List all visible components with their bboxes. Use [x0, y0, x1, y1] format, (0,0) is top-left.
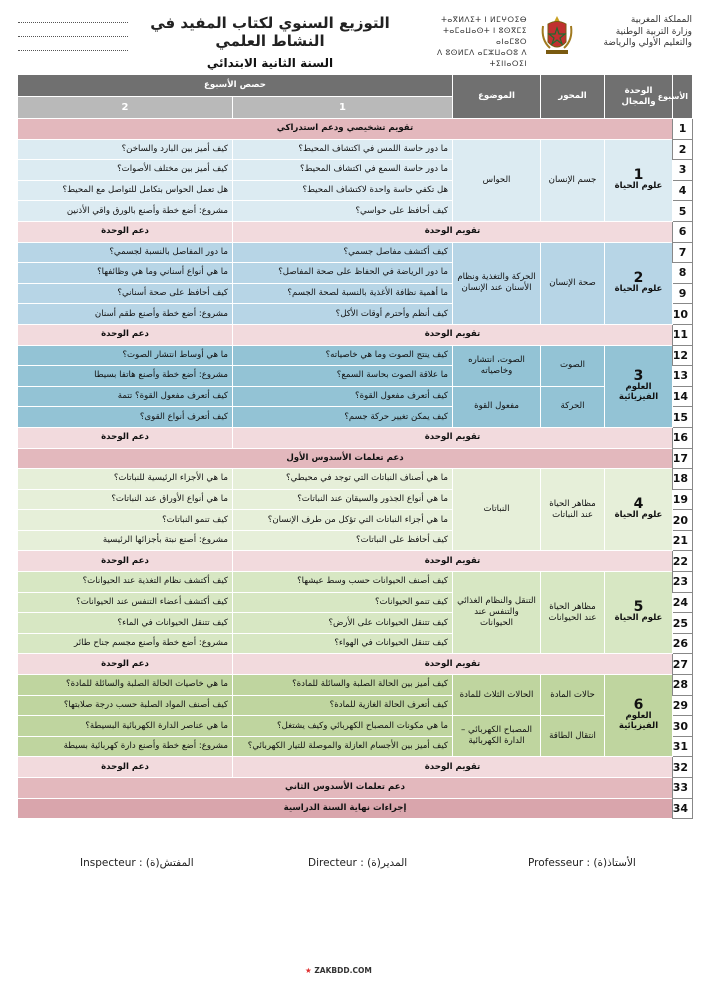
star-icon: ★ — [305, 966, 312, 975]
session-1-cell: كيف أكتشف مفاصل جسمي؟ — [233, 242, 453, 263]
session-2-cell: مشروع: أصنع نبتة بأجزائها الرئيسية — [18, 530, 233, 551]
week-number: 24 — [673, 592, 693, 613]
week-number: 26 — [673, 633, 693, 654]
week-number: 7 — [673, 242, 693, 263]
session-1-cell: ما أهمية نظافة الأغذية بالنسبة لصحة الجسم؟ — [233, 283, 453, 304]
week-number: 13 — [673, 366, 693, 387]
moroccan-emblem-icon — [540, 14, 574, 56]
support-cell: دعم الوحدة — [18, 757, 233, 778]
table-row-span: إجراءات نهاية السنة الدراسية — [18, 798, 673, 819]
week-number: 23 — [673, 572, 693, 593]
session-1-cell: هل تكفي حاسة واحدة لاكتشاف المحيط؟ — [233, 180, 453, 201]
week-number: 34 — [673, 798, 693, 819]
session-2-cell: هل تعمل الحواس بتكامل للتواصل مع المحيط؟ — [18, 180, 233, 201]
axis-cell: حالات المادة — [541, 675, 605, 716]
unit-2: 2 علوم الحياة — [605, 242, 673, 324]
week-number: 20 — [673, 510, 693, 531]
session-2-cell: كيف أتعرف أنواع القوى؟ — [18, 407, 233, 428]
week-number: 22 — [673, 551, 693, 572]
unit-3: 3 العلوم الفيزيائية — [605, 345, 673, 427]
signature-line-1 — [18, 22, 128, 23]
topic-cell: المصباح الكهربائي – الدارة الكهربائية — [453, 716, 541, 757]
topic-cell: الحواس — [453, 139, 541, 221]
axis-cell: الحركة — [541, 386, 605, 427]
col-topic: الموضوع — [453, 75, 541, 119]
support-cell: دعم الوحدة — [18, 551, 233, 572]
week-number: 5 — [673, 201, 693, 222]
session-1-cell: ما هي أنواع الجذور والسيقان عند النباتات؟ — [233, 489, 453, 510]
week-number: 32 — [673, 757, 693, 778]
unit-4: 4 علوم الحياة — [605, 469, 673, 551]
week-number: 1 — [673, 119, 693, 140]
topic-cell: الحالات الثلاث للمادة — [453, 675, 541, 716]
page-title: التوزيع السنوي لكتاب المفيد في النشاط العلمي — [150, 14, 390, 50]
support-cell: دعم الوحدة — [18, 654, 233, 675]
support-cell: دعم الوحدة — [18, 324, 233, 345]
unit-1: 1 علوم الحياة — [605, 139, 673, 221]
col-session-2: 2 — [18, 97, 233, 119]
session-1-cell: كيف أميز بين الأجسام العازلة والموصلة للتيار الكهربائي؟ — [233, 736, 453, 757]
table-row-span: دعم تعلمات الأسدوس الأول — [18, 448, 673, 469]
session-2-cell: مشروع: أضع خطة وأصنع دارة كهربائية بسيطة — [18, 736, 233, 757]
session-2-cell: كيف تتنقل الحيوانات في الماء؟ — [18, 613, 233, 634]
session-2-cell: ما هي أنواع أسناني وما هي وظائفها؟ — [18, 263, 233, 284]
axis-cell: صحة الإنسان — [541, 242, 605, 324]
session-2-cell: مشروع: أضع خطة وأصنع مجسم جناح طائر — [18, 633, 233, 654]
session-1-cell: كيف أنظم وأحترم أوقات الأكل؟ — [233, 304, 453, 325]
session-2-cell: كيف أصنف المواد الصلبة حسب درجة صلابتها؟ — [18, 695, 233, 716]
week-number: 4 — [673, 180, 693, 201]
evaluation-cell: تقويم الوحدة — [233, 551, 673, 572]
week-number: 15 — [673, 407, 693, 428]
inspecteur-signature: Inspecteur : المفتش(ة) — [80, 857, 194, 869]
week-number: 19 — [673, 489, 693, 510]
week-number: 8 — [673, 263, 693, 284]
session-1-cell: كيف يمكن تغيير حركة جسم؟ — [233, 407, 453, 428]
session-1-cell: ما هي أصناف النباتات التي توجد في محيطي؟ — [233, 469, 453, 490]
week-number: 28 — [673, 675, 693, 696]
week-number: 11 — [673, 324, 693, 345]
table-row-span: تقويم تشخيصي ودعم استدراكي — [18, 119, 673, 140]
week-number: 18 — [673, 469, 693, 490]
directeur-signature: Directeur : المدير(ة) — [308, 857, 408, 869]
session-2-cell: مشروع: أضع خطة وأصنع بالورق واقي الأذنين — [18, 201, 233, 222]
professeur-signature: Professeur : الأستاذ(ة) — [528, 857, 636, 869]
axis-cell: جسم الإنسان — [541, 139, 605, 221]
axis-cell: الصوت — [541, 345, 605, 386]
session-2-cell: ما هي أنواع الأوراق عند النباتات؟ — [18, 489, 233, 510]
evaluation-cell: تقويم الوحدة — [233, 324, 673, 345]
tifinagh-text: ⵜⴰⴳⵍⴷⵉⵜ ⵏ ⵍⵎⵖⵔⵉⴱ ⵜⴰⵎⴰⵡⴰⵙⵜ ⵏ ⵓⵙⴳⵎⵉ ⴰⵏⴰⵎⵓⵔ ⴷ ⵓⵙⵍⵎⴷ ⴰⵎⵣⵡⴰⵔⵓ ⴷ ⵜⵉⵏⵏⴰⵔⵉⵏ — [436, 15, 527, 68]
session-2-cell: ما هي الأجزاء الرئيسية للنباتات؟ — [18, 469, 233, 490]
topic-cell: النباتات — [453, 469, 541, 551]
unit-6: 6 العلوم الفيزيائية — [605, 675, 673, 757]
ministry-header: المملكة المغربية وزارة التربية الوطنية والتعليم الأولي والرياضة — [603, 15, 692, 48]
session-2-cell: كيف أكتشف أعضاء التنفس عند الحيوانات؟ — [18, 592, 233, 613]
session-1-cell: كيف تتنقل الحيوانات في الهواء؟ — [233, 633, 453, 654]
session-1-cell: ما دور حاسة اللمس في اكتشاف المحيط؟ — [233, 139, 453, 160]
page-title-block — [140, 14, 400, 70]
week-number: 12 — [673, 345, 693, 366]
page-subtitle: السنة الثانية الابتدائي — [206, 56, 334, 70]
col-sessions: حصص الأسبوع — [18, 75, 453, 97]
session-1-cell: ما هي مكونات المصباح الكهربائي وكيف يشتغل؟ — [233, 716, 453, 737]
brand-logo: ★ ZAKBDD.COM — [305, 966, 372, 975]
session-2-cell: مشروع: أضع خطة وأصنع هاتفا بسيطا — [18, 366, 233, 387]
session-2-cell: ما هي خاصيات الحالة الصلبة والسائلة للمادة؟ — [18, 675, 233, 696]
week-number: 31 — [673, 736, 693, 757]
session-2-cell: ما دور المفاصل بالنسبة لجسمي؟ — [18, 242, 233, 263]
unit-5: 5 علوم الحياة — [605, 572, 673, 654]
session-2-cell: ما هي عناصر الدارة الكهربائية البسيطة؟ — [18, 716, 233, 737]
col-unit: الوحدة والمجال — [605, 75, 673, 119]
week-number: 10 — [673, 304, 693, 325]
topic-cell: مفعول القوة — [453, 386, 541, 427]
col-week: الأسبوع — [673, 75, 693, 119]
session-1-cell: كيف ينتج الصوت وما هي خاصياته؟ — [233, 345, 453, 366]
session-1-cell: ما علاقة الصوت بحاسة السمع؟ — [233, 366, 453, 387]
topic-cell: التنقل والنظام الغذائي والتنفس عند الحيوانات — [453, 572, 541, 654]
session-1-cell: كيف أحافظ على حواسي؟ — [233, 201, 453, 222]
session-1-cell: كيف أتعرف الحالة الغازية للمادة؟ — [233, 695, 453, 716]
week-number: 30 — [673, 716, 693, 737]
session-2-cell: كيف أحافظ على صحة أسناني؟ — [18, 283, 233, 304]
support-cell: دعم الوحدة — [18, 427, 233, 448]
session-2-cell: كيف أكتشف نظام التغذية عند الحيوانات؟ — [18, 572, 233, 593]
session-1-cell: كيف أصنف الحيوانات حسب وسط عيشها؟ — [233, 572, 453, 593]
week-number: 17 — [673, 448, 693, 469]
session-1-cell: كيف أحافظ على النباتات؟ — [233, 530, 453, 551]
evaluation-cell: تقويم الوحدة — [233, 427, 673, 448]
session-2-cell: كيف تنمو النباتات؟ — [18, 510, 233, 531]
evaluation-cell: تقويم الوحدة — [233, 757, 673, 778]
session-2-cell: كيف أتعرف مفعول القوة؟ تتمة — [18, 386, 233, 407]
session-1-cell: ما دور الرياضة في الحفاظ على صحة المفاصل؟ — [233, 263, 453, 284]
session-1-cell: كيف تنمو الحيوانات؟ — [233, 592, 453, 613]
axis-cell: انتقال الطاقة — [541, 716, 605, 757]
axis-cell: مظاهر الحياة عند الحيوانات — [541, 572, 605, 654]
week-number: 6 — [673, 221, 693, 242]
week-number: 29 — [673, 695, 693, 716]
signature-line-2 — [18, 36, 128, 37]
signature-line-3 — [18, 50, 128, 51]
session-2-cell: ما هي أوساط انتشار الصوت؟ — [18, 345, 233, 366]
session-1-cell: ما دور حاسة السمع في اكتشاف المحيط؟ — [233, 160, 453, 181]
session-2-cell: كيف أميز بين مختلف الأصوات؟ — [18, 160, 233, 181]
session-1-cell: ما هي أجزاء النباتات التي تؤكل من طرف الإنسان؟ — [233, 510, 453, 531]
annual-distribution-table — [17, 74, 693, 819]
week-number: 21 — [673, 530, 693, 551]
session-1-cell: كيف أتعرف مفعول القوة؟ — [233, 386, 453, 407]
table-row-span: دعم تعلمات الأسدوس الثاني — [18, 778, 673, 799]
week-number: 9 — [673, 283, 693, 304]
week-number: 25 — [673, 613, 693, 634]
evaluation-cell: تقويم الوحدة — [233, 221, 673, 242]
week-number: 33 — [673, 778, 693, 799]
axis-cell: مظاهر الحياة عند النباتات — [541, 469, 605, 551]
session-1-cell: كيف أميز بين الحالة الصلبة والسائلة للمادة؟ — [233, 675, 453, 696]
week-number: 16 — [673, 427, 693, 448]
session-1-cell: كيف تتنقل الحيوانات على الأرض؟ — [233, 613, 453, 634]
week-number: 2 — [673, 139, 693, 160]
col-session-1: 1 — [233, 97, 453, 119]
support-cell: دعم الوحدة — [18, 221, 233, 242]
week-number: 27 — [673, 654, 693, 675]
session-2-cell: كيف أميز بين البارد والساخن؟ — [18, 139, 233, 160]
topic-cell: الصوت، انتشاره وخاصياته — [453, 345, 541, 386]
evaluation-cell: تقويم الوحدة — [233, 654, 673, 675]
col-axis: المحور — [541, 75, 605, 119]
week-number: 3 — [673, 160, 693, 181]
session-2-cell: مشروع: أضع خطة وأصنع طقم أسنان — [18, 304, 233, 325]
week-number: 14 — [673, 386, 693, 407]
topic-cell: الحركة والتغذية ونظام الأسنان عند الإنسان — [453, 242, 541, 324]
